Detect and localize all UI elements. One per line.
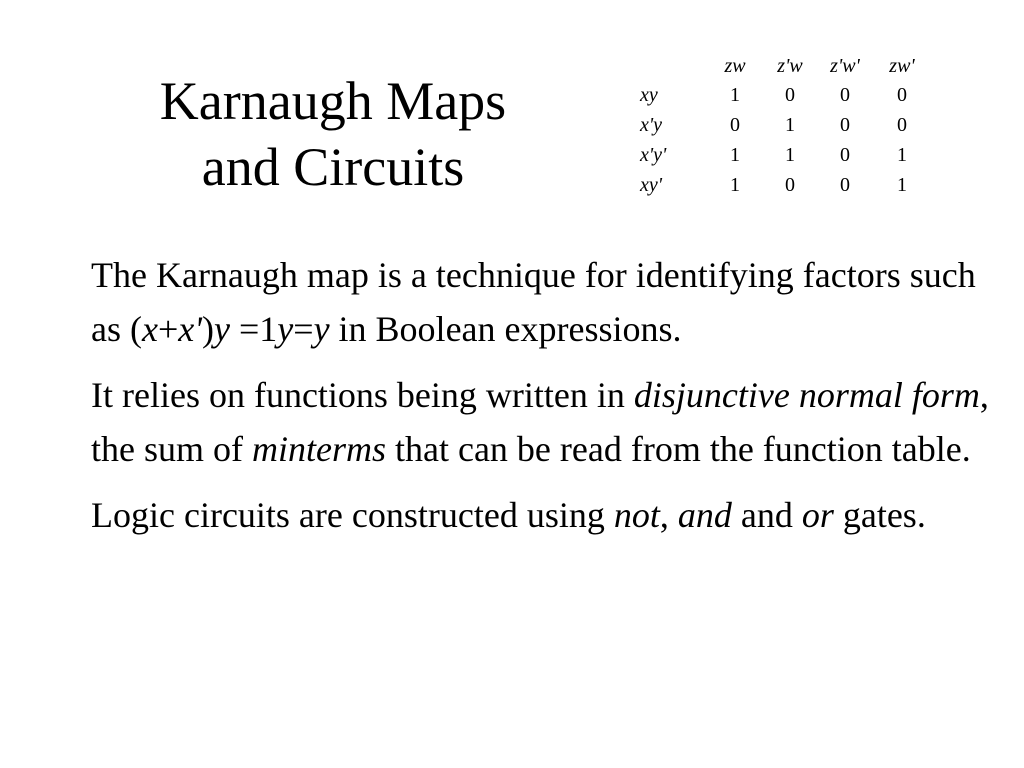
kmap-col-header: z'w' bbox=[830, 55, 860, 77]
paragraph-text: The Karnaugh map is a technique for identifying factors such as ( bbox=[91, 255, 976, 349]
kmap-cell: 0 bbox=[897, 114, 907, 136]
kmap-cell: 0 bbox=[897, 84, 907, 106]
kmap-row-label: x'y' bbox=[640, 144, 667, 166]
kmap-cell: 0 bbox=[785, 174, 795, 196]
kmap-header-row bbox=[640, 52, 930, 80]
emphasis-term: or bbox=[801, 495, 834, 535]
title-line-1: Karnaugh Maps bbox=[159, 71, 507, 131]
paragraph-text: and bbox=[731, 495, 802, 535]
paragraph-dnf bbox=[91, 368, 991, 476]
kmap-cell: 1 bbox=[730, 174, 740, 196]
kmap-cell: 0 bbox=[840, 144, 850, 166]
kmap-cell: 0 bbox=[840, 84, 850, 106]
kmap-col-header: z'w bbox=[777, 55, 803, 77]
kmap-cell: 0 bbox=[730, 114, 740, 136]
kmap-cell: 1 bbox=[730, 84, 740, 106]
kmap-row bbox=[640, 140, 930, 170]
karnaugh-map-table bbox=[640, 52, 930, 200]
paragraph-text: , bbox=[659, 495, 678, 535]
paragraph-text: gates. bbox=[833, 495, 926, 535]
emphasis-term: minterms bbox=[251, 429, 386, 469]
emphasis-term: and bbox=[677, 495, 732, 535]
math-operator: = bbox=[293, 309, 314, 349]
slide-body bbox=[91, 248, 991, 554]
paragraph-text: It relies on functions being written in bbox=[91, 375, 634, 415]
kmap-row-label: xy bbox=[640, 84, 658, 106]
kmap-cell: 1 bbox=[785, 144, 795, 166]
kmap-cell: 0 bbox=[840, 114, 850, 136]
kmap-row bbox=[640, 80, 930, 110]
kmap-cell: 1 bbox=[730, 144, 740, 166]
kmap-cell: 1 bbox=[897, 174, 907, 196]
paragraph-text: , the sum of bbox=[91, 375, 989, 469]
math-var-x: x bbox=[141, 309, 158, 349]
kmap-cell: 1 bbox=[785, 114, 795, 136]
kmap-row-label: xy' bbox=[640, 174, 663, 196]
paragraph-text: Logic circuits are constructed using bbox=[91, 495, 614, 535]
paragraph-logic-circuits bbox=[91, 488, 991, 542]
math-operator: =1 bbox=[229, 309, 278, 349]
math-operator: + bbox=[157, 309, 179, 349]
kmap-cell: 1 bbox=[897, 144, 907, 166]
kmap-row-label: x'y bbox=[640, 114, 663, 136]
math-var-y: y bbox=[313, 309, 330, 349]
kmap-cell: 0 bbox=[785, 84, 795, 106]
kmap-row bbox=[640, 170, 930, 200]
kmap-col-header: zw bbox=[724, 55, 746, 77]
kmap-cell: 0 bbox=[840, 174, 850, 196]
math-var-y: y bbox=[277, 309, 294, 349]
math-var-x-prime: x' bbox=[178, 309, 202, 349]
slide-title bbox=[120, 68, 546, 200]
paragraph-text: that can be read from the function table. bbox=[385, 429, 971, 469]
emphasis-term: disjunctive normal form bbox=[633, 375, 980, 415]
karnaugh-map bbox=[640, 52, 930, 200]
math-paren: ) bbox=[201, 309, 214, 349]
emphasis-term: not bbox=[613, 495, 660, 535]
kmap-corner bbox=[640, 52, 706, 80]
title-line-2: and Circuits bbox=[201, 137, 465, 197]
kmap-row bbox=[640, 110, 930, 140]
math-var-y: y bbox=[213, 309, 230, 349]
kmap-col-header: zw' bbox=[889, 55, 915, 77]
paragraph-karnaugh-intro bbox=[91, 248, 991, 356]
paragraph-text: in Boolean expressions. bbox=[329, 309, 682, 349]
